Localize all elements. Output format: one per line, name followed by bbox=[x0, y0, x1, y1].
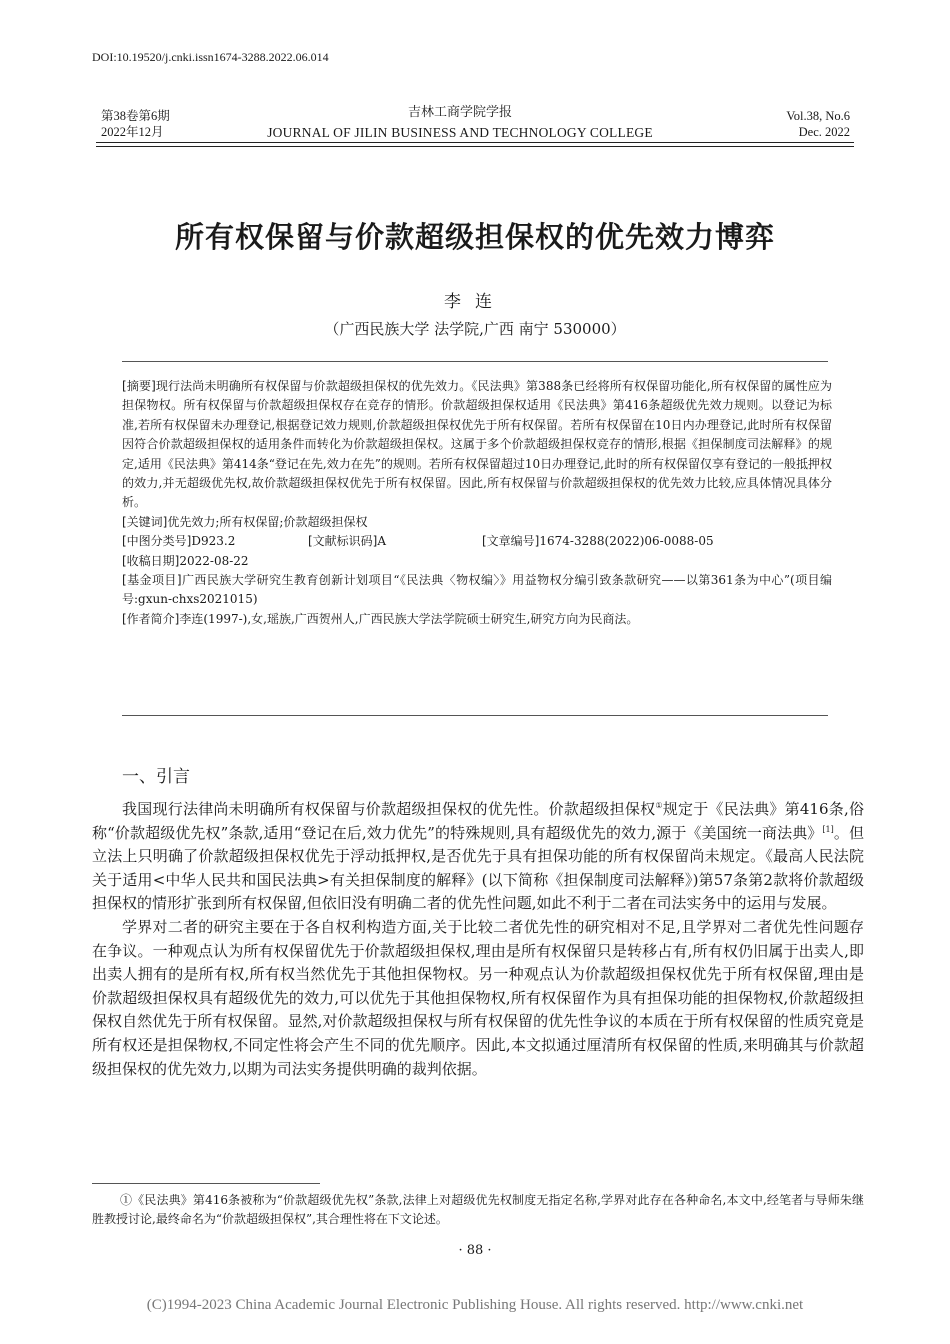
header-journal bbox=[250, 103, 670, 143]
header-volume-cn bbox=[101, 108, 170, 140]
fund-project bbox=[122, 571, 832, 610]
classification-row bbox=[122, 532, 832, 551]
clc-value: D923.2 bbox=[191, 534, 236, 549]
article-number-label: [文章编号] bbox=[482, 534, 540, 549]
keywords-text: 优先效力;所有权保留;价款超级担保权 bbox=[167, 514, 368, 529]
footnote-text: ①《民法典》第416条被称为“价款超级优先权”条款,法律上对超级优先权制度无指定名称,学界对此存在各种命名,本文中,经笔者与导师朱继胜教授讨论,最终命名为“价款超级担保权”,其合理性将在下文论述。 bbox=[92, 1193, 864, 1226]
para1-part-a: 我国现行法律尚未明确所有权保留与价款超级担保权的优先性。价款超级担保权 bbox=[122, 800, 656, 818]
author-bio bbox=[122, 610, 832, 629]
header-volume-en bbox=[786, 108, 850, 140]
footnote bbox=[92, 1191, 864, 1229]
volume-issue-cn: 第38卷第6期 bbox=[101, 109, 170, 123]
date-en: Dec. 2022 bbox=[798, 125, 850, 139]
keywords bbox=[122, 513, 832, 532]
section-heading: 一、引言 bbox=[122, 767, 190, 787]
abstract-text: 现行法尚未明确所有权保留与价款超级担保权的优先效力。《民法典》第388条已经将所有权保留功能化,所有权保留的属性应为担保物权。所有权保留与价款超级担保权存在竞存的情形。价款超级担保权适用《民法典》第416条超级优先效力规则。以登记为标准,若所有权保留未办理登记,根据登记效力规则,价款超级担保权优先于所有权保留。若所有权保留在10日内办理登记,此时所有权保留因符合价款超级担保权的适用条件而转化为价款超级担保权。这属于多个价款超级担保权竞存的情形,根据《担保制度司法解释》的规定,适用《民法典》第414条“登记在先,效力在先”的规则。若所有权保留超过10日办理登记,此时的所有权保留仅享有登记的一般抵押权的效力,并无超级优先权,故价款超级担保权优先于所有权保留。因此,所有权保留与价款超级担保权的优先效力比较,应具体情况具体分析。 bbox=[122, 379, 832, 510]
article-title: 所有权保留与价款超级担保权的优先效力博弈 bbox=[174, 220, 775, 254]
bio-label: [作者简介] bbox=[122, 611, 180, 626]
received-value: 2022-08-22 bbox=[179, 553, 249, 568]
paragraph bbox=[92, 798, 864, 916]
journal-name-en: JOURNAL OF JILIN BUSINESS AND TECHNOLOGY COLLEGE bbox=[267, 125, 653, 140]
abstract-block bbox=[122, 377, 832, 629]
received-label: [收稿日期] bbox=[122, 553, 180, 568]
citation-marker[interactable]: [1] bbox=[822, 824, 834, 834]
received-date bbox=[122, 552, 832, 571]
fund-label: [基金项目] bbox=[122, 573, 182, 588]
paragraph: 学界对二者的研究主要在于各自权利构造方面,关于比较二者优先性的研究相对不足,且学界对二者优先性问题存在争议。一种观点认为所有权保留优先于价款超级担保权,理由是所有权保留只是转移占有,所有权仍旧属于出卖人,即出卖人拥有的是所有权,所有权当然优先于其他担保物权。另一种观点认为价款超级担保权优先于所有权保留,理由是价款超级担保权具有超级优先的效力,可以优先于其他担保物权,所有权保留作为具有担保功能的担保物权,价款超级担保权自然优先于所有权保留。显然,对价款超级担保权与所有权保留的优先性争议的本质在于所有权保留的性质究竟是所有权还是担保物权,不同定性将会产生不同的优先顺序。因此,本文拟通过厘清所有权保留的性质,来明确其与价款超级担保权的优先效力,以期为司法实务提供明确的裁判依据。 bbox=[92, 917, 864, 1078]
article-number-value: 1674-3288(2022)06-0088-05 bbox=[539, 534, 714, 549]
document-code bbox=[308, 532, 386, 551]
date-cn: 2022年12月 bbox=[101, 125, 164, 139]
para1-part-b: 规定于《民法典》第416条,俗称“价款超级优先权”条款,适用“登记在后,效力优先”的特殊规则,具有超级优先的效力,源于《美国统一商法典》 bbox=[92, 800, 865, 842]
article-number bbox=[482, 532, 714, 551]
journal-name-cn: 吉林工商学院学报 bbox=[407, 105, 512, 120]
doi-line: DOI:10.19520/j.cnki.issn1674-3288.2022.06.014 bbox=[92, 50, 329, 64]
header-rule-thin bbox=[96, 146, 854, 147]
fund-text: 广西民族大学研究生教育创新计划项目“《民法典〈物权编〉》用益物权分编引致条款研究——以第361条为中心”(项目编号:gxun-chxs2021015) bbox=[122, 573, 832, 607]
copyright-watermark: (C)1994-2023 China Academic Journal Electronic Publishing House. All rights reserved. http://www.cnki.net bbox=[146, 1297, 804, 1313]
page-number: · 88 · bbox=[458, 1243, 492, 1258]
volume-issue-en: Vol.38, No.6 bbox=[786, 109, 850, 123]
footnote-rule bbox=[92, 1183, 320, 1184]
keywords-label: [关键词] bbox=[122, 514, 168, 529]
body-text bbox=[92, 798, 864, 1081]
abstract-top-rule bbox=[122, 361, 828, 362]
abstract-bottom-rule bbox=[122, 715, 828, 716]
footnote-marker[interactable]: ① bbox=[655, 801, 663, 810]
abstract-label: [摘要] bbox=[122, 379, 156, 393]
bio-text: 李连(1997-),女,瑶族,广西贺州人,广西民族大学法学院硕士研究生,研究方向为民商法。 bbox=[179, 611, 639, 626]
author-name: 李连 bbox=[444, 292, 506, 312]
header-rule-thick bbox=[96, 142, 854, 143]
clc-label: [中图分类号] bbox=[122, 534, 192, 549]
clc-number bbox=[122, 532, 235, 551]
para1-part-c: 。但立法上只明确了价款超级担保权优先于浮动抵押权,是否优先于具有担保功能的所有权保留尚未规定。《最高人民法院关于适用<中华人民共和国民法典>有关担保制度的解释》(以下简称《担保制度司法解释》)第57条第2款将价款超级担保权的情形扩张到所有权保留,但依旧没有明确二者的优先性问题,如此不利于二者在司法实务中的运用与发展。 bbox=[92, 823, 864, 913]
doc-code-value: A bbox=[377, 534, 387, 549]
author-affiliation: （广西民族大学 法学院,广西 南宁 530000） bbox=[324, 320, 626, 338]
doc-code-label: [文献标识码] bbox=[308, 534, 378, 549]
abstract bbox=[122, 377, 832, 513]
